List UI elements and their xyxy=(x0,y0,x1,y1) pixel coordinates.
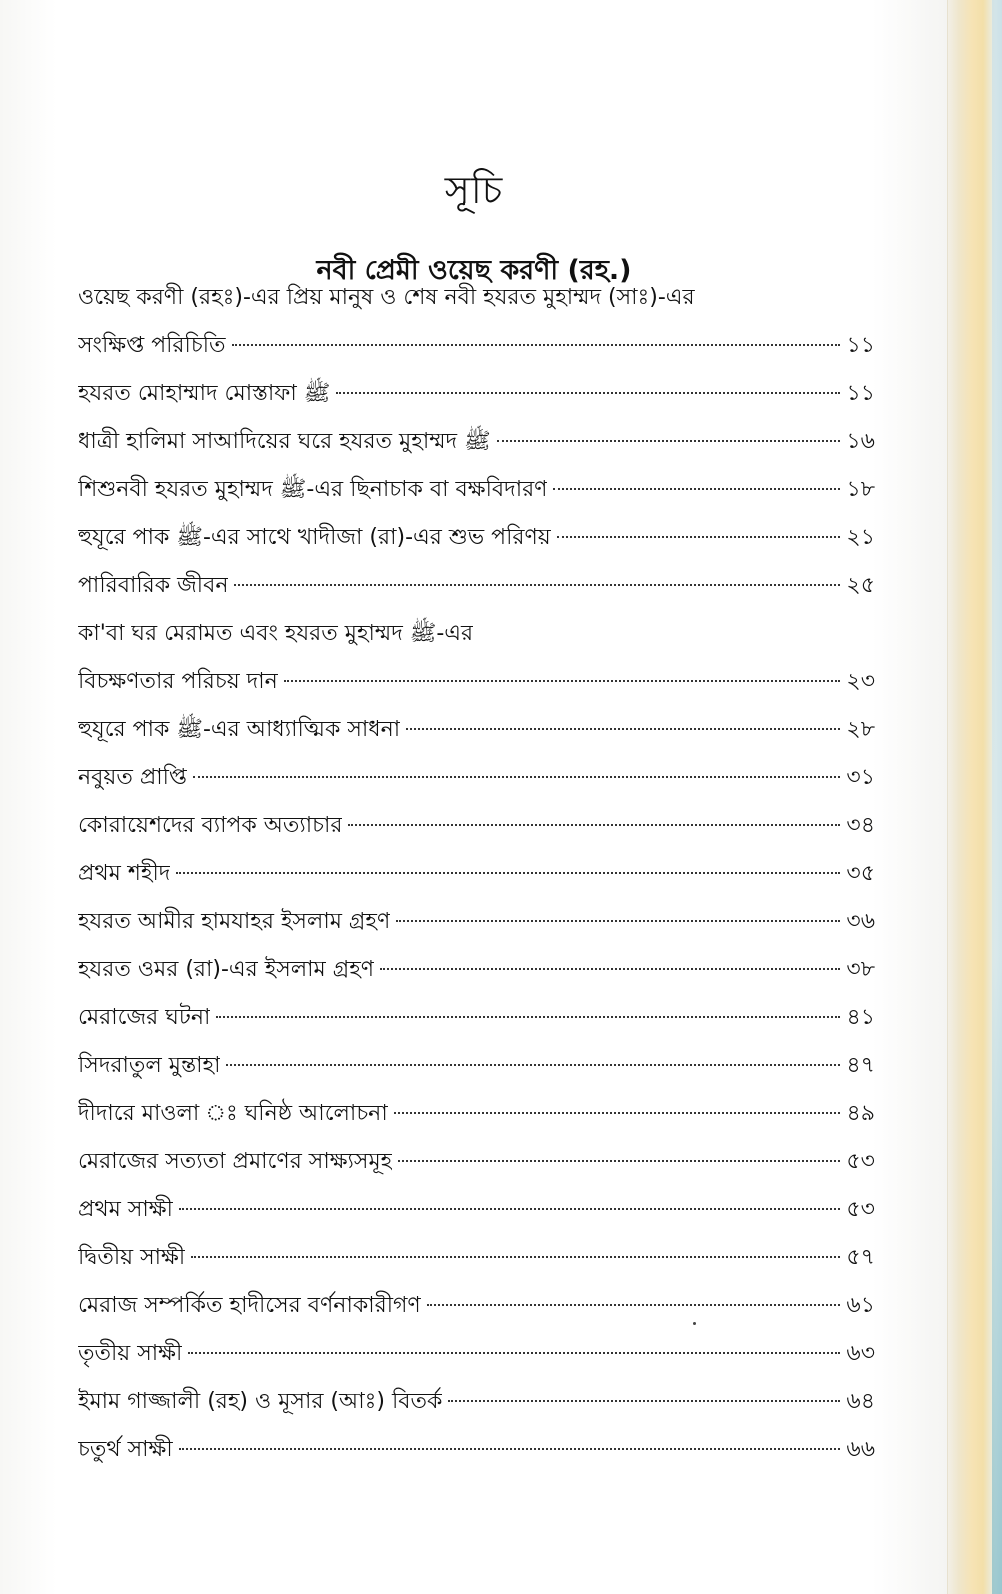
dot-leader xyxy=(553,488,840,490)
dot-leader xyxy=(398,1160,840,1162)
dot-leader xyxy=(232,344,841,346)
toc-entry-title: বিচক্ষণতার পরিচয় দান xyxy=(78,669,278,694)
dot-leader xyxy=(179,1208,840,1210)
dot-leader xyxy=(427,1304,841,1306)
toc-entry-page: ৬৪ xyxy=(846,1389,875,1414)
toc-entry-page: ৪১ xyxy=(846,1005,875,1030)
toc-entry-page: ৪৯ xyxy=(846,1101,875,1126)
toc-entry-title: মেরাজের সত্যতা প্রমাণের সাক্ষ্যসমূহ xyxy=(78,1149,393,1174)
toc-entry-title: সিদরাতুল মুন্তাহা xyxy=(78,1053,221,1078)
toc-entry-page: ৫৭ xyxy=(846,1245,875,1270)
toc-entry-title: মেরাজের ঘটনা xyxy=(78,1005,211,1030)
toc-entry-page: ৬৩ xyxy=(846,1341,875,1366)
dot-leader xyxy=(336,392,840,394)
toc-entry-title: মেরাজ সম্পর্কিত হাদীসের বর্ণনাকারীগণ xyxy=(78,1293,421,1318)
toc-entry xyxy=(78,946,875,994)
toc-entry-page: ৩৪ xyxy=(846,813,875,838)
toc-entry xyxy=(78,562,875,610)
toc-entry xyxy=(78,706,875,754)
toc-entry-title: ওয়েছ করণী (রহঃ)-এর প্রিয় মানুষ ও শেষ নবী হযরত মুহাম্মদ (সাঃ)-এর xyxy=(78,285,695,310)
toc-entry xyxy=(78,754,875,802)
toc-entry-title: কা'বা ঘর মেরামত এবং হযরত মুহাম্মদ ﷺ-এর xyxy=(78,621,474,646)
toc-entry-page: ২১ xyxy=(846,525,875,550)
toc-entry xyxy=(78,1138,875,1186)
toc-entry-page: ১১ xyxy=(846,381,875,406)
toc-entry xyxy=(78,994,875,1042)
section-heading: নবী প্রেমী ওয়েছ করণী (রহ.) xyxy=(316,255,632,287)
toc-entry xyxy=(78,1090,875,1138)
dot-leader xyxy=(406,728,840,730)
toc-entry-page: ৩১ xyxy=(846,765,875,790)
toc-entry-title: ধাত্রী হালিমা সাআদিয়ের ঘরে হযরত মুহাম্মদ ﷺ xyxy=(78,429,491,454)
dot-leader xyxy=(497,440,841,442)
toc-entry-title: প্রথম শহীদ xyxy=(78,861,171,886)
dot-leader xyxy=(396,920,840,922)
dot-leader xyxy=(284,680,841,682)
toc-entry xyxy=(78,850,875,898)
toc-entry-title: হুযূরে পাক ﷺ-এর সাথে খাদীজা (রা)-এর শুভ পরিণয় xyxy=(78,525,551,550)
toc-entry-title: হযরত ওমর (রা)-এর ইসলাম গ্রহণ xyxy=(78,957,375,982)
dot-leader xyxy=(191,1256,840,1258)
dot-leader xyxy=(188,1352,840,1354)
toc-entry-title: কোরায়েশদের ব্যাপক অত্যাচার xyxy=(78,813,343,838)
toc-entry-page: ৩৮ xyxy=(846,957,875,982)
toc-entry xyxy=(78,418,875,466)
toc-entry xyxy=(78,1186,875,1234)
toc-entry xyxy=(78,274,875,322)
toc-entry-page: ৩৫ xyxy=(846,861,875,886)
dot-leader xyxy=(226,1064,840,1066)
toc-entry-title: দীদারে মাওলা ঃ ঘনিষ্ঠ আলোচনা xyxy=(78,1101,388,1126)
toc-entry-title: সংক্ষিপ্ত পরিচিতি xyxy=(78,333,226,358)
toc-entry-title: নবুয়ত প্রাপ্তি xyxy=(78,765,188,790)
toc-entry xyxy=(78,610,875,658)
toc-entry xyxy=(78,1042,875,1090)
dot-leader xyxy=(234,584,840,586)
dot-leader xyxy=(179,1448,841,1450)
dot-leader xyxy=(557,536,841,538)
toc-entry-title: তৃতীয় সাক্ষী xyxy=(78,1341,183,1366)
toc-entry-page: ৫৩ xyxy=(846,1197,875,1222)
table-of-contents xyxy=(78,274,875,1474)
dot-leader xyxy=(448,1400,840,1402)
toc-entry-page: ২৩ xyxy=(846,669,875,694)
toc-entry-title: চতুর্থ সাক্ষী xyxy=(78,1437,173,1462)
paper-speck xyxy=(693,1322,696,1325)
toc-entry-page: ১১ xyxy=(846,333,875,358)
toc-entry xyxy=(78,322,875,370)
toc-entry-page: ৪৭ xyxy=(846,1053,875,1078)
dot-leader xyxy=(193,776,840,778)
toc-entry-title: দ্বিতীয় সাক্ষী xyxy=(78,1245,186,1270)
toc-entry-page: ১৬ xyxy=(846,429,875,454)
toc-entry-title: হযরত আমীর হামযাহর ইসলাম গ্রহণ xyxy=(78,909,391,934)
toc-entry xyxy=(78,1282,875,1330)
page-title: সূচি xyxy=(444,168,504,213)
toc-entry xyxy=(78,466,875,514)
toc-entry-title: শিশুনবী হযরত মুহাম্মদ ﷺ-এর ছিনাচাক বা বক্ষবিদারণ xyxy=(78,477,548,502)
dot-leader xyxy=(348,824,840,826)
dot-leader xyxy=(394,1112,841,1114)
toc-entry xyxy=(78,1234,875,1282)
toc-entry-page: ৫৩ xyxy=(846,1149,875,1174)
toc-entry-title: পারিবারিক জীবন xyxy=(78,573,229,598)
toc-entry xyxy=(78,898,875,946)
toc-entry xyxy=(78,1378,875,1426)
toc-entry-page: ৩৬ xyxy=(846,909,875,934)
toc-entry xyxy=(78,1426,875,1474)
dot-leader xyxy=(216,1016,840,1018)
toc-entry xyxy=(78,370,875,418)
toc-entry-page: ২৮ xyxy=(846,717,875,742)
toc-entry xyxy=(78,514,875,562)
toc-entry-page: ১৮ xyxy=(846,477,875,502)
toc-entry-page: ২৫ xyxy=(846,573,875,598)
toc-entry xyxy=(78,802,875,850)
dot-leader xyxy=(176,872,840,874)
toc-entry-page: ৬১ xyxy=(846,1293,875,1318)
toc-entry xyxy=(78,658,875,706)
toc-entry-title: প্রথম সাক্ষী xyxy=(78,1197,173,1222)
book-page-edge xyxy=(947,0,1002,1594)
toc-entry xyxy=(78,1330,875,1378)
toc-entry-title: ইমাম গাজ্জালী (রহ) ও মূসার (আঃ) বিতর্ক xyxy=(78,1389,443,1414)
toc-entry-page: ৬৬ xyxy=(846,1437,875,1462)
toc-entry-title: হযরত মোহাম্মাদ মোস্তাফা ﷺ xyxy=(78,381,331,406)
toc-entry-title: হুযূরে পাক ﷺ-এর আধ্যাত্মিক সাধনা xyxy=(78,717,401,742)
dot-leader xyxy=(380,968,840,970)
